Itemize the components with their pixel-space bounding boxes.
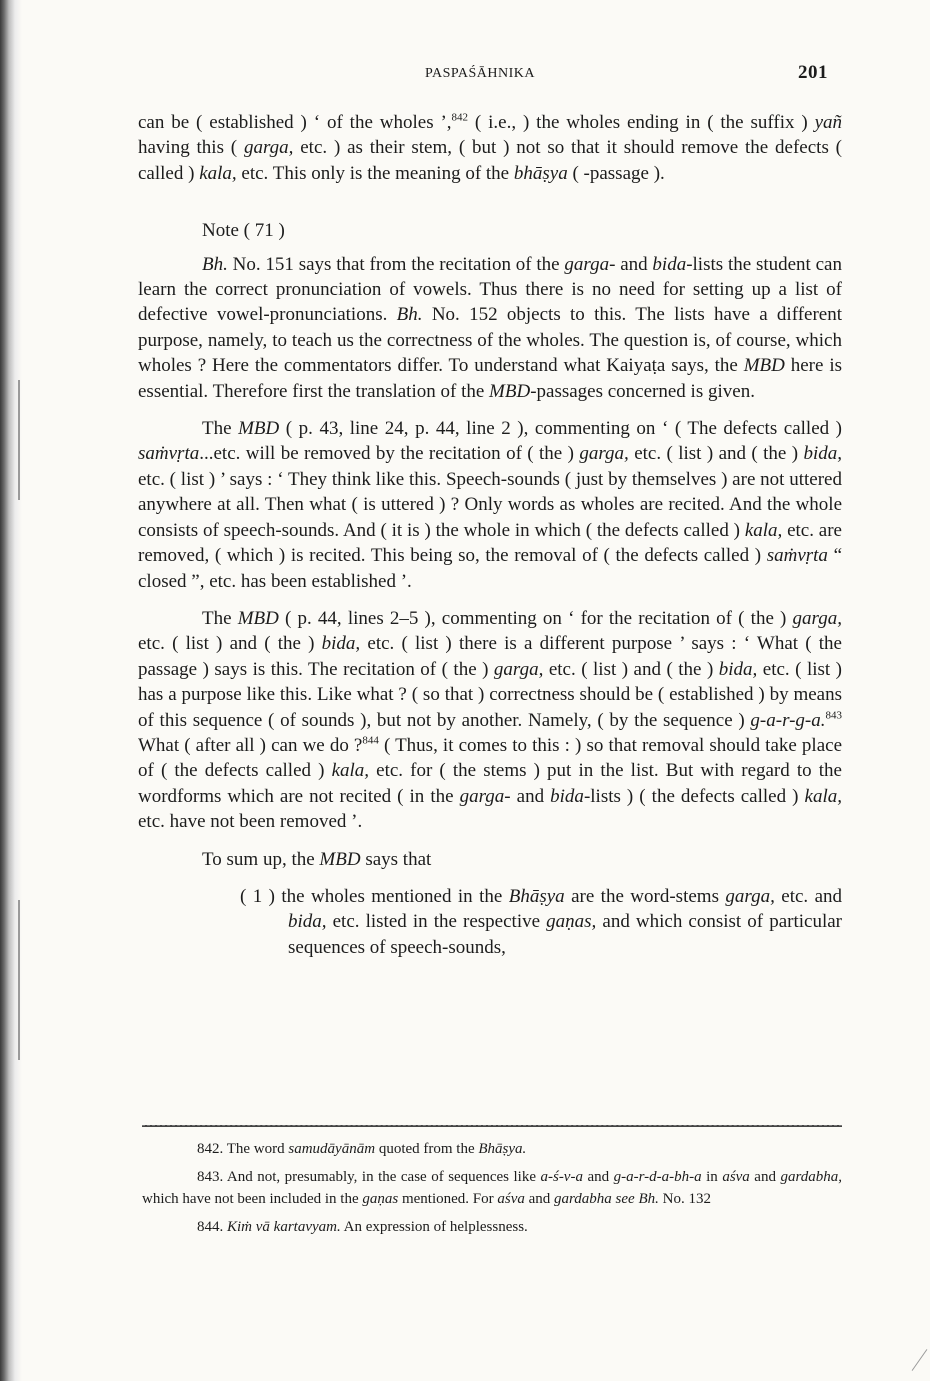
text-run: etc. have not been removed ’. xyxy=(138,811,363,833)
italic-text: a-ś-v-a xyxy=(540,1169,583,1185)
text-run: -passages concerned is given. xyxy=(530,380,755,402)
italic-text: MBD xyxy=(489,380,531,402)
text-run: ( i.e., ) the wholes ending in ( the suffix ) xyxy=(468,112,815,133)
italic-text: bida, xyxy=(321,633,361,655)
text-run: etc. ( list ) and ( the ) xyxy=(138,633,322,655)
text-run: No. 132 xyxy=(658,1191,711,1207)
paragraph-intro xyxy=(138,110,842,186)
paragraph-note xyxy=(138,252,842,404)
italic-text: bhāṣya xyxy=(513,162,568,184)
footnote-ref: 843 xyxy=(825,709,842,722)
italic-text: gaṇas, xyxy=(546,911,597,933)
italic-text: yañ xyxy=(814,112,842,133)
italic-text: gardabha see Bh. xyxy=(554,1191,659,1207)
text-run: having this ( xyxy=(138,137,244,159)
footnote-ref: 844 xyxy=(362,734,379,747)
italic-text: bida, xyxy=(288,911,327,933)
footnotes xyxy=(142,1138,842,1244)
text-run: can be ( established ) ‘ of the wholes ’, xyxy=(138,112,452,133)
italic-text: samudāyānām xyxy=(288,1141,376,1157)
text-run: and xyxy=(524,1191,555,1207)
text-run: and xyxy=(510,785,551,807)
spine-speckle xyxy=(18,900,20,1060)
text-run: and xyxy=(582,1169,614,1185)
text-run: etc. ( list ) there is a different purpose ’ says : ‘ What ( the passage ) says is this. The recitation of ( the ) xyxy=(138,633,842,680)
text-run: quoted from the xyxy=(375,1141,479,1157)
italic-text: kala, xyxy=(199,162,237,184)
footnote-843 xyxy=(142,1166,842,1210)
italic-text: garga, xyxy=(243,137,294,159)
italic-text: gardabha, xyxy=(780,1169,842,1185)
italic-text: saṁvṛta xyxy=(766,545,828,567)
italic-text: g-a-r-g-a. xyxy=(750,709,826,731)
book-spine-shadow xyxy=(0,0,22,1381)
italic-text: gaṇas xyxy=(362,1191,399,1207)
italic-text: bida, xyxy=(718,658,758,680)
text-run: etc. and xyxy=(774,885,843,907)
italic-text: MBD xyxy=(743,355,785,377)
italic-text: MBD xyxy=(319,848,361,870)
text-run: and xyxy=(615,253,653,275)
italic-text: Bhāṣya. xyxy=(478,1141,527,1157)
italic-text: garga, xyxy=(792,607,842,629)
text-run: No. 152 objects to this. The lists have a different purpose, namely, to teach us the correctness of the wholes. The question is, of course, which wholes ? Here the commentators differ. To understand what Kaiyaṭa says, the xyxy=(138,304,842,377)
summary-list-item-1 xyxy=(138,884,842,960)
paragraph-mbd-1 xyxy=(138,416,842,594)
text-run: No. 151 says that from the recitation of the xyxy=(227,253,565,275)
spine-speckle xyxy=(18,380,20,500)
paragraph-summary xyxy=(138,847,842,872)
running-head xyxy=(140,64,840,86)
running-title: PASPAŚĀHNIKA xyxy=(425,66,536,81)
note-heading: Note ( 71 ) xyxy=(202,220,285,242)
text-run: ( Thus, it comes to this : ) so that removal should take place of ( the defects called ) xyxy=(138,734,843,782)
text-run: ( p. 43, line 24, p. 44, line 2 ), commenting on ‘ ( The defects called ) xyxy=(279,418,842,440)
text-run: etc. ( list ) and ( the ) xyxy=(628,443,804,465)
text-run: etc. ( list ) ’ says : ‘ They think like this. Speech-sounds ( just by themselves ) are not uttered anywhere at all. Then what ( is uttered ) ? Only words as wholes are recited. And the whole consists of speech-sounds. And ( it is ) the whole in which ( the defects called ) xyxy=(138,468,842,541)
italic-text: garga- xyxy=(459,785,511,807)
italic-text: aśva xyxy=(722,1169,750,1185)
text-run: The xyxy=(202,607,238,629)
text-run: 844. xyxy=(197,1219,227,1235)
footnote-ref: 842 xyxy=(451,111,469,124)
italic-text: bida xyxy=(550,785,584,807)
text-run: ...etc. will be removed by the recitation of ( the ) xyxy=(199,443,580,465)
text-run: and xyxy=(749,1169,781,1185)
text-run: ( p. 44, lines 2–5 ), commenting on ‘ for the recitation of ( the ) xyxy=(278,607,793,629)
text-run: and which consist of particular sequences of speech-sounds, xyxy=(288,911,843,958)
italic-text: saṁvṛta xyxy=(138,443,200,465)
italic-text: Bhāṣya xyxy=(508,885,565,907)
text-run: etc. are removed, ( which ) is recited. This being so, the removal of ( the defects called ) xyxy=(138,519,842,567)
text-run: which have not been included in the xyxy=(142,1191,363,1207)
text-run: etc. This only is the meaning of the xyxy=(236,162,514,184)
text-run: ( 1 ) the wholes mentioned in the xyxy=(240,885,509,907)
italic-text: aśva xyxy=(497,1191,525,1207)
text-run: etc. ( list ) has a purpose like this. Like what ? ( so that ) correctness should be ( established ) by means of this sequence ( of sounds ), but not by another. Namely, ( by the sequence ) xyxy=(138,658,842,731)
text-run: 843. And not, presumably, in the case of sequences like xyxy=(197,1169,541,1185)
footnote-rule xyxy=(142,1125,842,1127)
page-number: 201 xyxy=(798,62,828,83)
italic-text: kala, xyxy=(331,760,370,782)
text-run: -lists the student can learn the correct pronunciation of vowels. Thus there is no need for setting up a list of defective vowel-pronunciations. xyxy=(138,253,842,326)
italic-text: MBD xyxy=(238,418,280,440)
text-run: etc. ) as their stem, ( but ) not so that it should remove the defects ( called ) xyxy=(138,137,842,184)
text-run: are the word-stems xyxy=(564,885,726,907)
text-run: To sum up, the xyxy=(202,848,320,870)
text-run: etc. ( list ) and ( the ) xyxy=(543,658,719,680)
text-run: An expression of helplessness. xyxy=(340,1219,528,1235)
italic-text: bida, xyxy=(803,443,842,465)
corner-mark xyxy=(912,1349,928,1371)
footnote-842 xyxy=(142,1138,842,1160)
text-run: “ closed ”, etc. has been established ’. xyxy=(138,545,842,592)
italic-text: g-a-r-d-a-bh-a xyxy=(613,1169,702,1185)
italic-text: garga, xyxy=(579,443,629,465)
text-run: says that xyxy=(360,848,432,870)
italic-text: kala, xyxy=(744,519,783,541)
text-run: The xyxy=(202,418,239,440)
italic-text: garga, xyxy=(725,885,775,907)
main-text xyxy=(138,110,842,960)
italic-text: garga, xyxy=(493,658,544,680)
text-run: etc. for ( the stems ) put in the list. But with regard to the wordforms which are not recited ( in the xyxy=(138,760,842,807)
text-run: ( -passage ). xyxy=(567,162,665,184)
text-run: mentioned. For xyxy=(398,1191,498,1207)
footnote-844 xyxy=(142,1216,842,1238)
text-run: in xyxy=(701,1169,723,1185)
italic-text: MBD xyxy=(237,607,279,629)
italic-text: Bh. xyxy=(396,304,423,326)
paragraph-mbd-2 xyxy=(138,606,842,835)
italic-text: bida xyxy=(652,253,687,275)
text-run: What ( after all ) can we do ? xyxy=(138,734,363,756)
text-run: etc. listed in the respective xyxy=(326,911,547,933)
italic-text: kala, xyxy=(804,785,842,807)
italic-text: Bh. xyxy=(202,253,228,275)
text-run: 842. The word xyxy=(197,1141,289,1157)
text-run: here is essential. Therefore first the translation of the xyxy=(138,355,842,402)
text-run: -lists ) ( the defects called ) xyxy=(583,785,805,807)
italic-text: garga- xyxy=(564,253,616,275)
italic-text: Kiṁ vā kartavyam. xyxy=(227,1219,341,1235)
